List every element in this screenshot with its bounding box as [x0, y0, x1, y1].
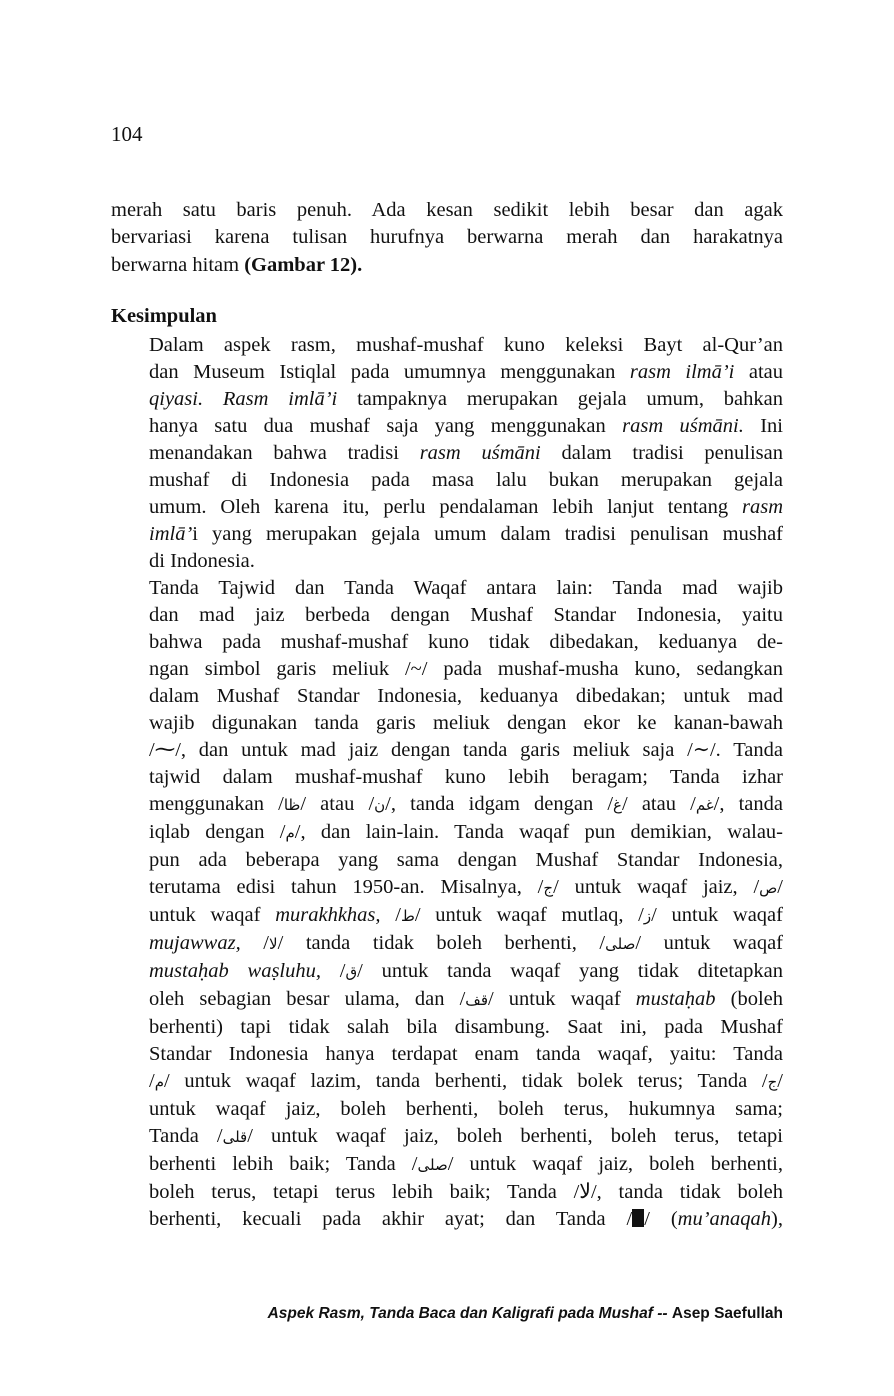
arabic-sign: قلى [222, 1128, 248, 1146]
arabic-sign: م [285, 824, 295, 842]
arabic-sign: ج [543, 879, 554, 897]
arabic-sign: قف [465, 991, 488, 1009]
text-line: ngan simbol garis meliuk /~/ pada mushaf-musha kuno, sedangkan [149, 658, 783, 680]
text-line: bahwa pada mushaf-mushaf kuno tidak dibedakan, keduanya de- [149, 631, 783, 653]
text-line: menggunakan /ظا/ atau /ن/, tanda idgam dengan /غ/ atau /غم/, tanda [149, 793, 783, 815]
text-line: berhenti, kecuali pada akhir ayat; dan Tanda / / (mu’anaqah), [149, 1208, 783, 1230]
arabic-sign: ص [759, 879, 778, 897]
arabic-sign: لا [269, 935, 278, 953]
text-line: untuk waqaf murakhkhas, /ط/ untuk waqaf mutlaq, /ز/ untuk waqaf [149, 904, 783, 926]
page-number: 104 [111, 122, 143, 146]
footer-title: Aspek Rasm, Tanda Baca dan Kaligrafi pada Mushaf [267, 1305, 653, 1322]
body-text [111, 332, 783, 1233]
text-line: mujawwaz, /لا/ tanda tidak boleh berhenti, /صلى/ untuk waqaf [149, 932, 783, 954]
paragraph-conclusion [111, 332, 783, 575]
text-line: berhenti lebih baik; Tanda /صلى/ untuk waqaf jaiz, boleh berhenti, [149, 1153, 783, 1175]
text-line: hanya satu dua mushaf saja yang menggunakan rasm uśmāni. Ini [149, 415, 783, 437]
text-line: Tanda /قلى/ untuk waqaf jaiz, boleh berhenti, boleh terus, tetapi [149, 1125, 783, 1147]
text-line: oleh sebagian besar ulama, dan /قف/ untuk waqaf mustaḥab (boleh [149, 988, 783, 1010]
text-line: /⁓/, dan untuk mad jaiz dengan tanda garis meliuk saja /∼/. Tanda [149, 739, 783, 761]
text-line: /م/ untuk waqaf lazim, tanda berhenti, tidak bolek terus; Tanda /ج/ [149, 1070, 783, 1092]
text-line: mustaḥab waṣluhu, /ق/ untuk tanda waqaf yang tidak ditetapkan [149, 960, 783, 982]
arabic-sign: غم [695, 796, 714, 814]
figure-reference: (Gambar 12). [244, 253, 363, 276]
text-line: dan Museum Istiqlal pada umumnya menggunakan rasm ilmā’i atau [149, 361, 783, 383]
running-footer [268, 1305, 783, 1323]
text-line: dan mad jaiz berbeda dengan Mushaf Standar Indonesia, yaitu [149, 604, 783, 626]
text-line: Standar Indonesia hanya terdapat enam tanda waqaf, yaitu: Tanda [149, 1043, 783, 1065]
arabic-sign: م [154, 1073, 164, 1091]
text-line: Tanda Tajwid dan Tanda Waqaf antara lain: Tanda mad wajib [149, 577, 783, 599]
text-line: untuk waqaf jaiz, boleh berhenti, boleh terus, hukumnya sama; [149, 1098, 783, 1120]
text-line: pun ada beberapa yang sama dengan Mushaf Standar Indonesia, [149, 849, 783, 871]
text-line: tajwid dalam mushaf-mushaf kuno lebih beragam; Tanda izhar [149, 766, 783, 788]
text-line: iqlab dengan /م/, dan lain-lain. Tanda waqaf pun demikian, walau- [149, 821, 783, 843]
arabic-sign: ز [643, 907, 652, 925]
section-heading: Kesimpulan [111, 305, 217, 327]
black-block-symbol [632, 1209, 644, 1227]
arabic-sign: ق [345, 963, 358, 981]
text-line: wajib digunakan tanda garis meliuk dengan ekor ke kanan-bawah [149, 712, 783, 734]
arabic-sign: ط [400, 907, 415, 925]
text-line: merah satu baris penuh. Ada kesan sedikit lebih besar dan agak [111, 199, 783, 221]
text-line [111, 252, 783, 279]
text-fragment: berwarna hitam [111, 253, 245, 276]
arabic-sign: ج [767, 1073, 778, 1091]
text-line: Dalam aspek rasm, mushaf-mushaf kuno keleksi Bayt al-Qur’an [149, 334, 783, 356]
text-line: terutama edisi tahun 1950-an. Misalnya, /ج/ untuk waqaf jaiz, /ص/ [149, 876, 783, 898]
footer-dash: -- [652, 1305, 672, 1322]
intro-paragraph [111, 197, 783, 279]
text-line: dalam Mushaf Standar Indonesia, keduanya dibedakan; untuk mad [149, 685, 783, 707]
arabic-sign: ن [374, 796, 386, 814]
paragraph-tajwid-waqaf [111, 575, 783, 1233]
text-line: qiyasi. Rasm imlā’i tampaknya merupakan gejala umum, bahkan [149, 388, 783, 410]
text-line: boleh terus, tetapi terus lebih baik; Tanda /لا/, tanda tidak boleh [149, 1181, 783, 1203]
arabic-sign: ظا [283, 796, 301, 814]
text-line: imlā’i yang merupakan gejala umum dalam tradisi penulisan mushaf [149, 523, 783, 545]
footer-author: Asep Saefullah [671, 1305, 783, 1322]
text-line: mushaf di Indonesia pada masa lalu bukan merupakan gejala [149, 469, 783, 491]
arabic-sign: غ [613, 796, 622, 814]
text-line: umum. Oleh karena itu, perlu pendalaman lebih lanjut tentang rasm [149, 496, 783, 518]
arabic-sign: صلى [605, 935, 636, 953]
arabic-sign: صلى [417, 1156, 448, 1174]
text-line: di Indonesia. [149, 550, 255, 572]
text-line: berhenti) tapi tidak salah bila disambung. Saat ini, pada Mushaf [149, 1016, 783, 1038]
text-line: bervariasi karena tulisan hurufnya berwarna merah dan harakatnya [111, 226, 783, 249]
text-line: menandakan bahwa tradisi rasm uśmāni dalam tradisi penulisan [149, 442, 783, 464]
